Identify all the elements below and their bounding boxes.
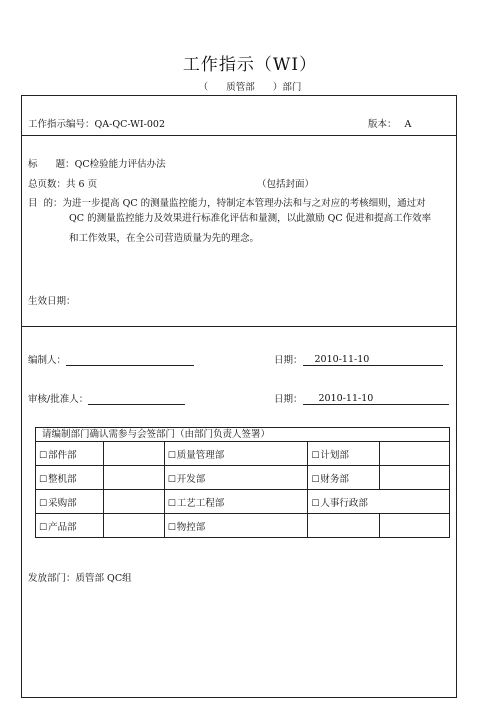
checkbox-icon[interactable]: ☐ (167, 498, 176, 509)
document-frame (21, 95, 457, 698)
dept-name: 物控部 (176, 521, 206, 533)
signature-cell[interactable] (103, 466, 164, 490)
checkbox-icon[interactable]: ☐ (39, 522, 48, 533)
dept-name: 人事行政部 (320, 497, 368, 509)
checkbox-icon[interactable]: ☐ (39, 450, 48, 461)
signature-cell[interactable] (103, 514, 164, 538)
effective-date-label: 生效日期： (28, 296, 76, 307)
subject-value: QC检验能力评估办法 (74, 159, 166, 170)
dept-name: 开发部 (176, 473, 206, 485)
version-label: 版本： (368, 119, 397, 130)
doc-number-value: QA-QC-WI-002 (94, 119, 165, 130)
purpose-line: QC 的测量监控能力及效果进行标准化评估和量测，以此激励 QC 促进和提高工作效率 (69, 213, 432, 224)
purpose-body (69, 209, 454, 249)
dept-name: 工艺工程部 (176, 497, 225, 509)
signature-cell[interactable] (380, 466, 450, 490)
approved-date-value[interactable]: 2010-11-10 (303, 393, 449, 405)
dept-name: 质量管理部 (176, 449, 225, 461)
dept-cell[interactable] (164, 466, 308, 490)
prepared-by (28, 352, 194, 366)
signature-cell[interactable] (103, 490, 164, 514)
divider (22, 326, 456, 327)
dept-cell[interactable] (36, 466, 104, 490)
purpose-first-line: 为进一步提高 QC 的测量监控能力，特制定本管理办法和与之对应的考核细则，通过对 (62, 198, 426, 209)
doc-number-label: 工作指示编号： (28, 119, 95, 130)
approved-signature-line[interactable] (88, 393, 185, 405)
checkbox-icon[interactable]: ☐ (39, 498, 48, 509)
signature-cell[interactable] (380, 442, 450, 466)
dept-cell[interactable] (36, 490, 104, 514)
prepared-label: 编制人： (28, 355, 67, 366)
checkbox-icon[interactable]: ☐ (167, 450, 176, 461)
prepared-date-label: 日期： (274, 355, 303, 366)
dept-name: 部件部 (48, 449, 77, 461)
checkbox-icon[interactable]: ☐ (167, 474, 176, 485)
prepared-date-value[interactable]: 2010-11-10 (303, 354, 443, 366)
page-title: 工作指示（WI） (182, 55, 318, 75)
checkbox-icon[interactable]: ☐ (39, 474, 48, 485)
version-value: A (404, 119, 412, 130)
dept-name: 采购部 (48, 497, 77, 509)
table-row (36, 466, 450, 490)
dept-name: 财务部 (320, 473, 349, 485)
dept-name: 计划部 (320, 449, 349, 461)
table-row (36, 514, 450, 538)
issue-department (28, 570, 132, 584)
checkbox-icon[interactable]: ☐ (311, 474, 320, 485)
page-count (28, 176, 97, 190)
issue-dept-value: 质管部 QC组 (75, 573, 132, 584)
dept-cell[interactable] (308, 490, 450, 514)
prepared-date (274, 352, 443, 366)
dept-cell[interactable] (164, 490, 308, 514)
subject-label: 标 题： (28, 159, 75, 170)
approved-by (28, 391, 185, 405)
pages-label: 总页数： (28, 179, 67, 190)
pages-value: 共 6 页 (66, 179, 98, 190)
dept-cell[interactable] (164, 514, 308, 538)
dept-cell[interactable] (308, 466, 380, 490)
subject (28, 156, 166, 170)
divider (22, 135, 456, 136)
checkbox-icon[interactable]: ☐ (311, 450, 320, 461)
pages-note: （包括封面） (257, 179, 315, 190)
table-row (36, 442, 450, 466)
empty-cell[interactable] (308, 514, 380, 538)
approved-label: 审核/批准人： (28, 394, 89, 405)
dept-cell[interactable] (164, 442, 308, 466)
empty-cell[interactable] (380, 514, 450, 538)
checkbox-icon[interactable]: ☐ (167, 522, 176, 533)
department-subtitle: （ 质管部 ）部门 (198, 82, 302, 93)
dept-name: 整机部 (48, 473, 77, 485)
issue-label: 发放部门： (28, 573, 76, 584)
dept-cell[interactable] (36, 514, 104, 538)
countersign-table (35, 427, 450, 538)
version (368, 116, 411, 130)
purpose (28, 195, 426, 209)
purpose-label: 目 的： (28, 198, 63, 209)
dept-name: 产品部 (48, 521, 77, 533)
table-row (36, 490, 450, 514)
signature-cell[interactable] (103, 442, 164, 466)
table-header-row (36, 428, 450, 442)
doc-number (28, 116, 165, 130)
dept-cell[interactable] (308, 442, 380, 466)
approved-date-label: 日期： (274, 394, 303, 405)
prepared-signature-line[interactable] (66, 354, 194, 366)
checkbox-icon[interactable]: ☐ (311, 498, 320, 509)
approved-date (274, 391, 449, 405)
dept-cell[interactable] (36, 442, 104, 466)
purpose-line: 和工作效果，在全公司营造质量为先的理念。 (69, 233, 260, 244)
countersign-header: 请编制部门确认需参与会签部门（由部门负责人签署） (36, 428, 450, 442)
